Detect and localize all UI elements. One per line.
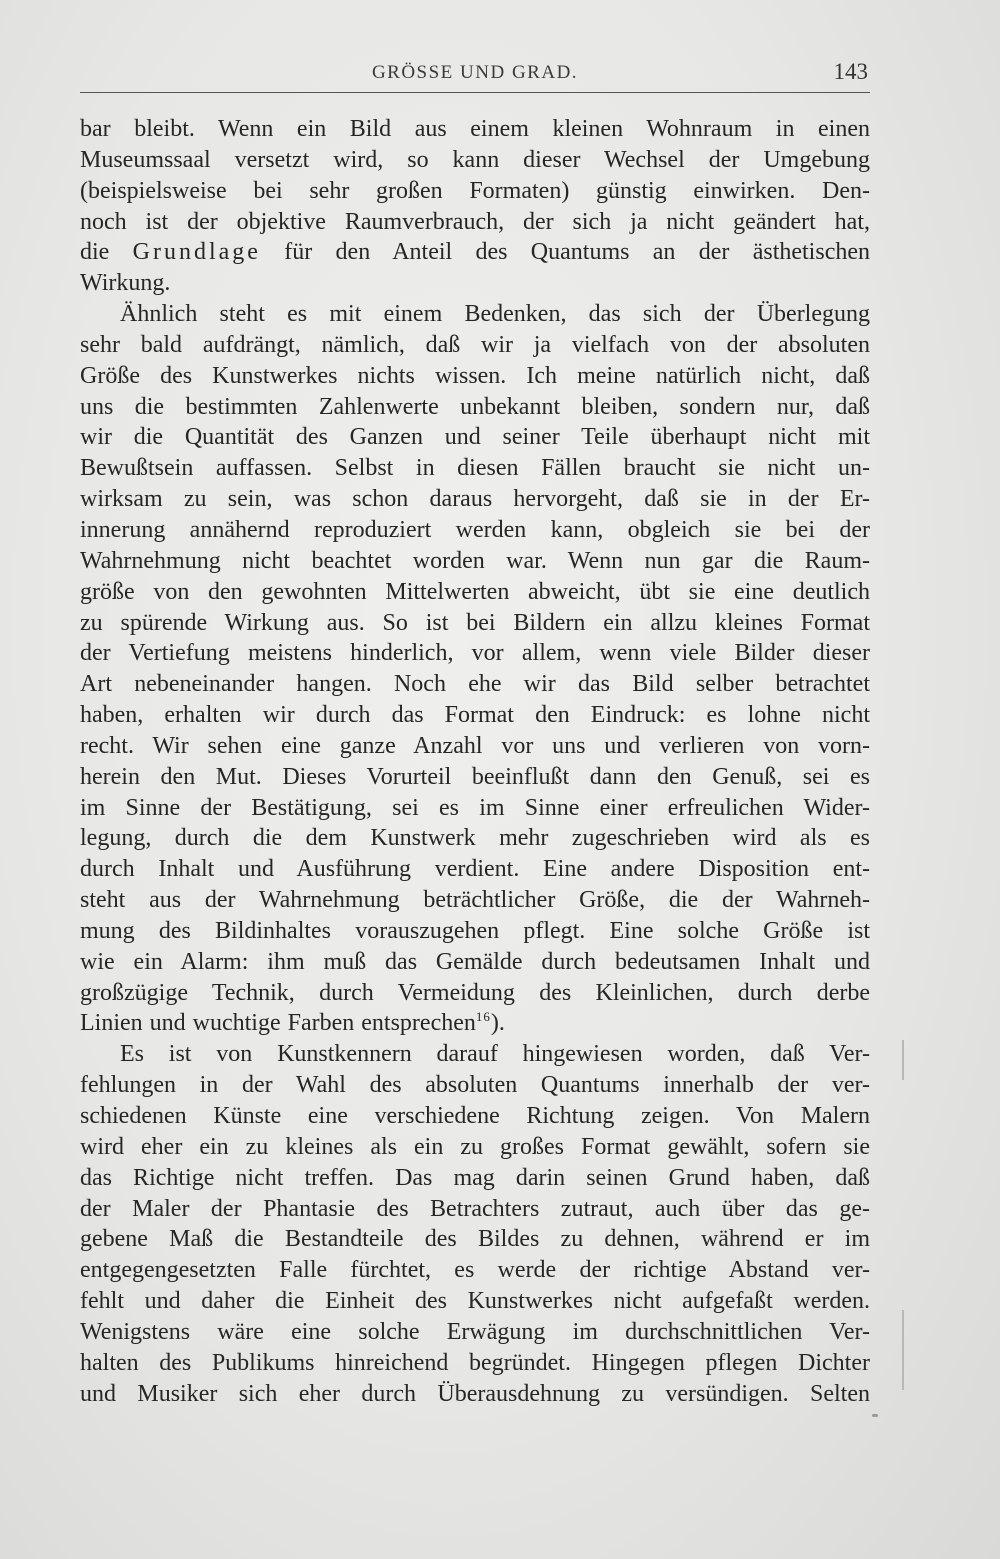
page-number: 143 (833, 59, 868, 84)
text-line: innerung annähernd reproduziert werden kann, obgleich sie bei der (80, 516, 870, 543)
text-line: uns die bestimmten Zahlenwerte unbekannt bleiben, sondern nur, daß (80, 393, 870, 420)
text-line: Wenigstens wäre eine solche Erwägung im durchschnittlichen Ver- (80, 1318, 870, 1345)
text-line: wir die Quantität des Ganzen und seiner Teile überhaupt nicht mit (80, 424, 870, 451)
text-line: Größe des Kunstwerkes nichts wissen. Ich meine natürlich nicht, daß (80, 362, 870, 389)
text-line: und Musiker sich eher durch Überausdehnung zu versündigen. Selten (80, 1380, 870, 1407)
text-line: herein den Mut. Dieses Vorurteil beeinflußt dann den Genuß, sei es (80, 763, 870, 790)
text-line: mung des Bildinhaltes vorauszugehen pflegt. Eine solche Größe ist (80, 917, 870, 944)
text-line: der Maler der Phantasie des Betrachters zutraut, auch über das ge- (80, 1195, 870, 1222)
text-line: gebene Maß die Bestandteile des Bildes zu dehnen, während er im (80, 1226, 870, 1253)
text-line: wirksam zu sein, was schon daraus hervorgeht, daß sie in der Er- (80, 486, 870, 513)
paragraph-start-line: Es ist von Kunstkennern darauf hingewiesen worden, daß Ver- (120, 1041, 870, 1068)
text-line: haben, erhalten wir durch das Format den Eindruck: es lohne nicht (80, 702, 870, 729)
text-line: Wahrnehmung nicht beachtet worden war. Wenn nun gar die Raum- (80, 547, 870, 574)
ink-smudge (872, 1414, 878, 1417)
paper-edge-mark (902, 1040, 904, 1080)
text-line: noch ist der objektive Raumverbrauch, der sich ja nicht geändert hat, (80, 208, 870, 235)
text-line: wie ein Alarm: ihm muß das Gemälde durch bedeutsamen Inhalt und (80, 948, 870, 975)
text-line: fehlt und daher die Einheit des Kunstwerkes nicht aufgefaßt werden. (80, 1288, 870, 1315)
text-line: durch Inhalt und Ausführung verdient. Eine andere Disposition ent- (80, 856, 870, 883)
text-line: fehlungen in der Wahl des absoluten Quantums innerhalb der ver- (80, 1072, 870, 1099)
paper-edge-mark (902, 1310, 904, 1390)
text-line: sehr bald aufdrängt, nämlich, daß wir ja vielfach von der absoluten (80, 331, 870, 358)
text-line: Art nebeneinander hangen. Noch ehe wir das Bild selber betrachtet (80, 671, 870, 698)
text-fragment: Linien und wuchtige Farben entsprechen (80, 1010, 476, 1037)
text-line: wird eher ein zu kleines als ein zu großes Format gewählt, sofern sie (80, 1133, 870, 1160)
paragraph-start-line: Ähnlich steht es mit einem Bedenken, das sich der Überlegung (120, 301, 870, 328)
text-line: Museumssaal versetzt wird, so kann dieser Wechsel der Umgebung (80, 146, 870, 173)
text-line: legung, durch die dem Kunstwerk mehr zugeschrieben wird als es (80, 825, 870, 852)
text-line: (beispielsweise bei sehr großen Formaten) günstig einwirken. Den- (80, 177, 870, 204)
text-line: halten des Publikums hinreichend begründet. Hingegen pflegen Dichter (80, 1349, 870, 1376)
text-line: recht. Wir sehen eine ganze Anzahl vor uns und verlieren von vorn- (80, 732, 870, 759)
text-line: bar bleibt. Wenn ein Bild aus einem kleinen Wohnraum in einen (80, 116, 870, 142)
text-line: der Vertiefung meistens hinderlich, vor allem, wenn viele Bilder dieser (80, 640, 870, 667)
text-line: im Sinne der Bestätigung, sei es im Sinne einer erfreulichen Wider- (80, 794, 870, 821)
text-line: großzügige Technik, durch Vermeidung des Kleinlichen, durch derbe (80, 979, 870, 1006)
body-text (80, 114, 870, 1409)
text-fragment: ). (490, 1010, 505, 1037)
text-line: entgegengesetzten Falle fürchtet, es werde der richtige Abstand ver- (80, 1257, 870, 1284)
text-line: schiedenen Künste eine verschiedene Richtung zeigen. Von Malern (80, 1103, 870, 1129)
text-line: steht aus der Wahrnehmung beträchtlicher Größe, die der Wahrneh- (80, 887, 870, 914)
text-line: Bewußtsein auffassen. Selbst in diesen Fällen braucht sie nicht un- (80, 455, 870, 482)
running-head-title: GRÖSSE UND GRAD. (371, 62, 579, 83)
paragraph-end-line: Wirkung. (80, 270, 171, 297)
text-line: zu spürende Wirkung aus. So ist bei Bildern ein allzu kleines Format (80, 609, 870, 636)
text-fragment: die (80, 239, 133, 266)
text-line: größe von den gewohnten Mittelwerten abweicht, übt sie eine deutlich (80, 578, 870, 605)
text-line (80, 237, 870, 268)
paragraph-end-line (80, 1008, 870, 1039)
footnote-marker[interactable]: 16 (475, 1009, 491, 1025)
running-head (80, 58, 870, 93)
text-line: das Richtige nicht treffen. Das mag darin seinen Grund haben, daß (80, 1164, 870, 1191)
emphasized-word: Grundlage (132, 239, 261, 266)
text-fragment: für den Anteil des Quantums an der ästhetischen (260, 239, 870, 266)
